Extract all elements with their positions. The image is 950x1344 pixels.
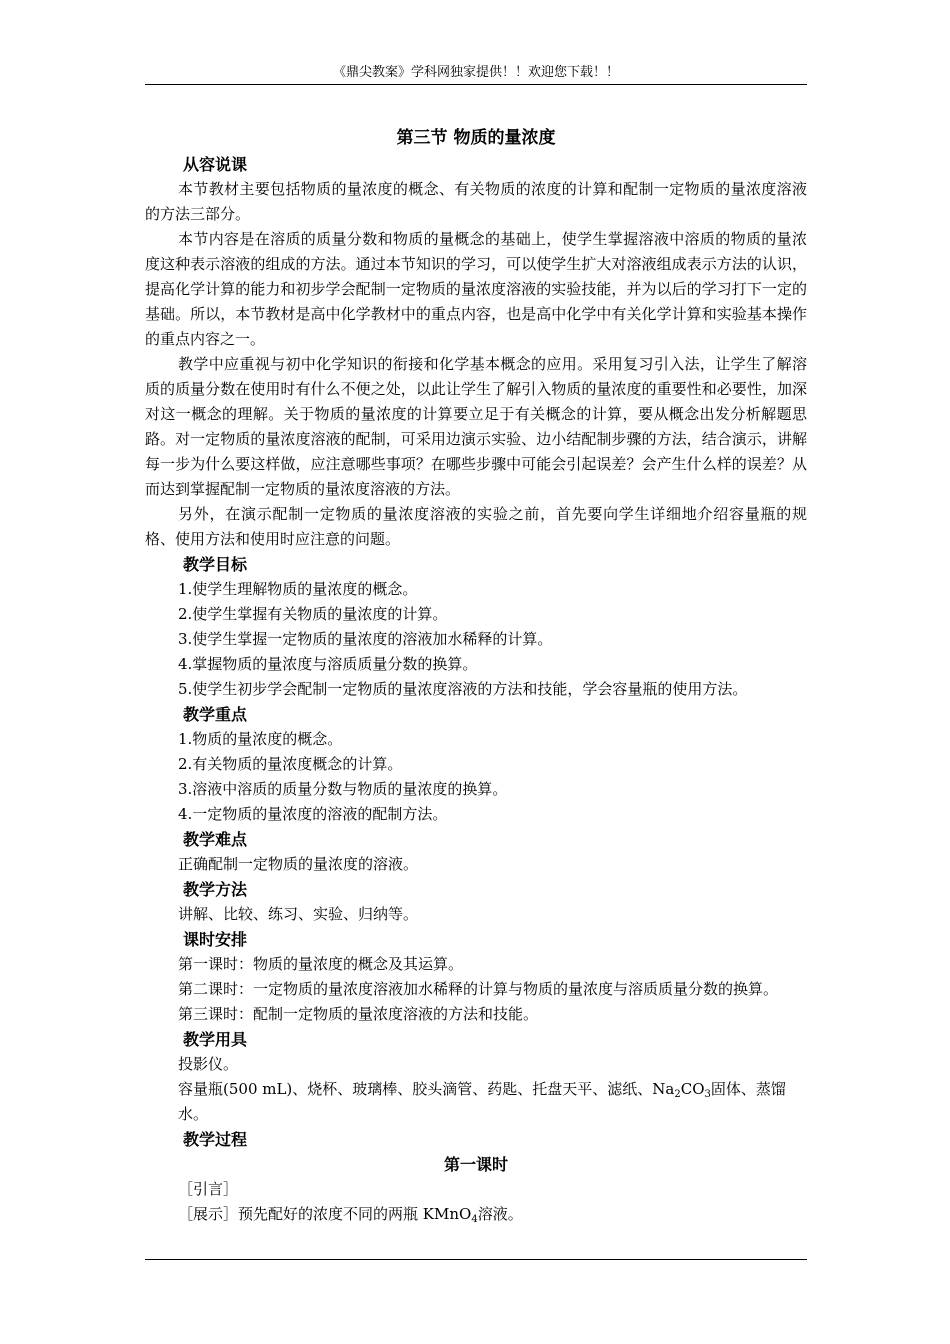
intro-paragraph-3: 教学中应重视与初中化学知识的衔接和化学基本概念的应用。采用复习引入法，让学生了解溶质的质量分数在使用时有什么不便之处，以此让学生了解引入物质的量浓度的重要性和必要性，加深对这一概念的理解。关于物质的量浓度的计算要立足于有关概念的计算，要从概念出发分析解题思路。对一定物质的量浓度溶液的配制，可采用边演示实验、边小结配制步骤的方法，结合演示，讲解每一步为什么要这样做，应注意哪些事项？在哪些步骤中可能会引起误差？会产生什么样的误差？从而达到掌握配制一定物质的量浓度溶液的方法。: [145, 355, 807, 498]
schedule-item: 第二课时：一定物质的量浓度溶液加水稀释的计算与物质的量浓度与溶质质量分数的换算。: [178, 980, 779, 998]
schedule-item: 第一课时：物质的量浓度的概念及其运算。: [178, 955, 464, 973]
header-rule: [145, 84, 807, 85]
key-point-item: 2.有关物质的量浓度概念的计算。: [178, 755, 403, 773]
heading-process: 教学过程: [183, 1130, 248, 1149]
goal-item: 5.使学生初步学会配制一定物质的量浓度溶液的方法和技能，学会容量瓶的使用方法。: [178, 680, 748, 698]
heading-goals: 教学目标: [183, 555, 248, 574]
heading-intro: 从容说课: [183, 155, 248, 174]
tools-item-equipment: 容量瓶(500 mL)、烧杯、玻璃棒、胶头滴管、药匙、托盘天平、滤纸、$Na_2CO_3$固体、蒸馏水。: [178, 1080, 786, 1123]
goal-item: 4.掌握物质的量浓度与溶质质量分数的换算。: [178, 655, 478, 673]
goal-item: 2.使学生掌握有关物质的量浓度的计算。: [178, 605, 448, 623]
document-body: [145, 124, 807, 1227]
method-text: 讲解、比较、练习、实验、归纳等。: [178, 905, 419, 923]
key-point-item: 4.一定物质的量浓度的溶液的配制方法。: [178, 805, 448, 823]
key-point-item: 1.物质的量浓度的概念。: [178, 730, 343, 748]
goal-item: 1.使学生理解物质的量浓度的概念。: [178, 580, 418, 598]
heading-schedule: 课时安排: [183, 930, 248, 949]
goal-item: 3.使学生掌握一定物质的量浓度的溶液加水稀释的计算。: [178, 630, 553, 648]
intro-paragraph-4: 另外，在演示配制一定物质的量浓度溶液的实验之前，首先要向学生详细地介绍容量瓶的规格、使用方法和使用时应注意的问题。: [145, 505, 807, 548]
page-header: 《鼎尖教案》学科网独家提供！！欢迎您下载！！: [332, 65, 619, 80]
lesson-heading: 第一课时: [443, 1155, 508, 1174]
footer-rule: [145, 1259, 807, 1260]
key-point-item: 3.溶液中溶质的质量分数与物质的量浓度的换算。: [178, 780, 508, 798]
schedule-item: 第三课时：配制一定物质的量浓度溶液的方法和技能。: [178, 1005, 539, 1023]
heading-tools: 教学用具: [183, 1030, 248, 1049]
heading-method: 教学方法: [183, 880, 248, 899]
show-line: ［展示］预先配好的浓度不同的两瓶 KMnO$_4$溶液。: [178, 1205, 523, 1225]
heading-key-points: 教学重点: [183, 705, 248, 724]
tools-item: 投影仪。: [178, 1055, 239, 1073]
difficulty-text: 正确配制一定物质的量浓度的溶液。: [178, 855, 419, 873]
intro-paragraph-2: 本节内容是在溶质的质量分数和物质的量概念的基础上，使学生掌握溶液中溶质的物质的量浓度这种表示溶液的组成的方法。通过本节知识的学习，可以使学生扩大对溶液组成表示方法的认识，提高化学计算的能力和初步学会配制一定物质的量浓度溶液的实验技能，并为以后的学习打下一定的基础。所以，本节教材是高中化学教材中的重点内容，也是高中化学中有关化学计算和实验基本操作的重点内容之一。: [145, 230, 807, 348]
intro-tag: ［引言］: [178, 1180, 239, 1198]
section-title: 第三节 物质的量浓度: [396, 128, 556, 148]
heading-difficulty: 教学难点: [183, 830, 248, 849]
intro-paragraph-1: 本节教材主要包括物质的量浓度的概念、有关物质的浓度的计算和配制一定物质的量浓度溶液的方法三部分。: [145, 180, 807, 223]
